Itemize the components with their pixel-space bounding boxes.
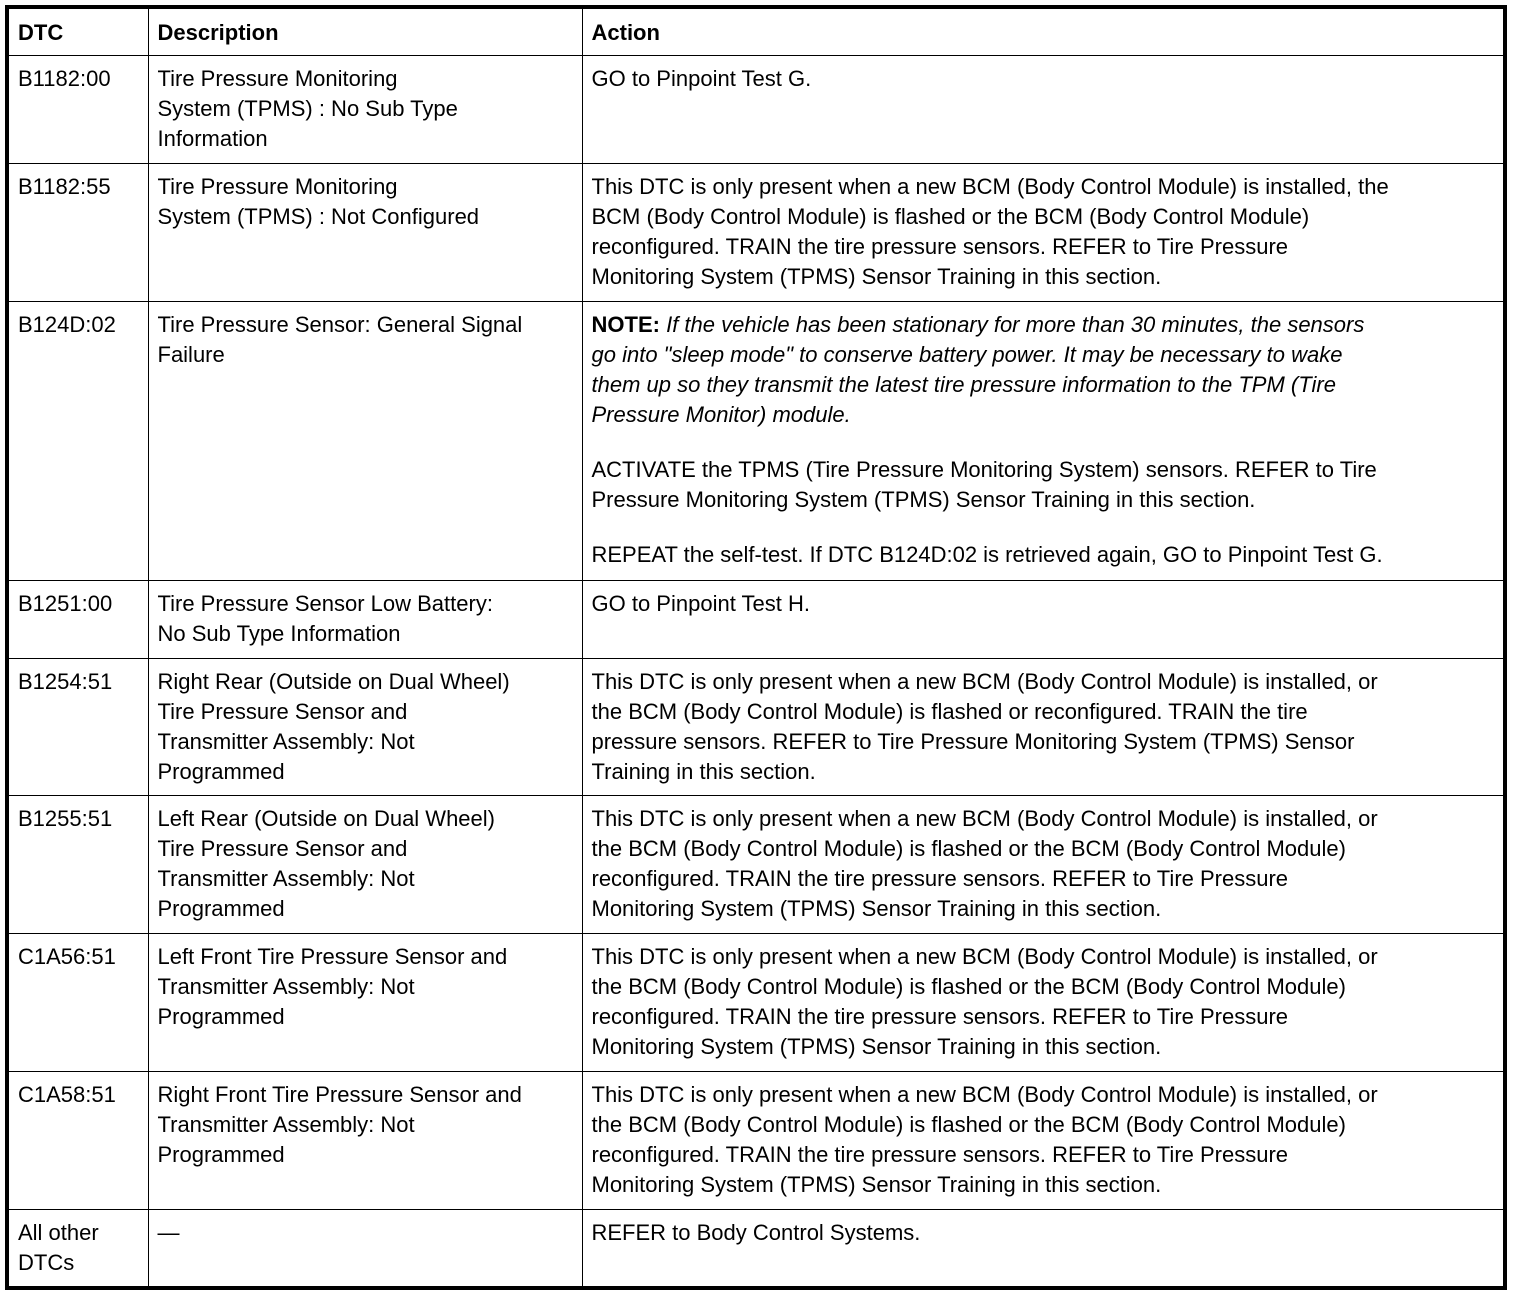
description-cell	[148, 55, 582, 163]
action-paragraph	[592, 455, 1495, 515]
action-text: This DTC is only present when a new BCM (Body Control Module) is installed, or	[591, 943, 1378, 969]
action-text: This DTC is only present when a new BCM (Body Control Module) is installed, or	[591, 668, 1378, 694]
action-text: This DTC is only present when a new BCM (Body Control Module) is installed, or	[591, 805, 1378, 831]
action-paragraph	[592, 589, 1495, 619]
dtc-cell	[7, 1071, 148, 1209]
text-line: Transmitter Assembly: Not	[157, 728, 415, 754]
text-line	[592, 1140, 1495, 1170]
text-line: B124D:02	[18, 311, 116, 337]
table-row	[7, 933, 1505, 1071]
header-description: Description	[148, 7, 582, 55]
text-line	[592, 1032, 1495, 1062]
action-paragraph	[592, 540, 1495, 570]
description-cell	[148, 933, 582, 1071]
text-line: B1254:51	[18, 668, 113, 694]
text-line: DTCs	[18, 1249, 75, 1275]
dtc-cell	[7, 163, 148, 301]
description-cell	[148, 795, 582, 933]
text-line	[592, 804, 1495, 834]
header-row	[7, 7, 1505, 55]
text-line: Right Front Tire Pressure Sensor and	[157, 1081, 522, 1107]
text-line: Programmed	[157, 1003, 285, 1029]
action-text: Pressure Monitoring System (TPMS) Sensor Training in this section.	[591, 486, 1256, 512]
action-text: reconfigured. TRAIN the tire pressure sensors. REFER to Tire Pressure	[591, 233, 1289, 259]
text-line: Transmitter Assembly: Not	[157, 1111, 415, 1137]
action-text: Monitoring System (TPMS) Sensor Training in this section.	[591, 895, 1162, 921]
table-row	[7, 1209, 1505, 1288]
header-action: Action	[582, 7, 1505, 55]
text-line	[592, 864, 1495, 894]
action-text: reconfigured. TRAIN the tire pressure sensors. REFER to Tire Pressure	[591, 1003, 1289, 1029]
text-line: Tire Pressure Sensor and	[157, 835, 408, 861]
note-paragraph	[592, 310, 1495, 430]
action-text: REPEAT the self-test. If DTC B124D:02 is retrieved again, GO to Pinpoint Test G.	[591, 541, 1383, 567]
text-line	[592, 972, 1495, 1002]
text-line: B1255:51	[18, 805, 113, 831]
header-dtc: DTC	[7, 7, 148, 55]
action-paragraph	[592, 172, 1495, 292]
text-line	[592, 1218, 1495, 1248]
text-line: No Sub Type Information	[157, 620, 401, 646]
dtc-cell	[7, 795, 148, 933]
action-text: GO to Pinpoint Test H.	[591, 590, 810, 616]
action-text: If the vehicle has been stationary for more than 30 minutes, the sensors	[666, 311, 1365, 337]
action-cell	[582, 55, 1505, 163]
text-line	[592, 400, 1495, 430]
action-text: Monitoring System (TPMS) Sensor Training in this section.	[591, 263, 1162, 289]
action-cell	[582, 795, 1505, 933]
text-line	[592, 727, 1495, 757]
note-label: NOTE:	[591, 311, 660, 337]
text-line: C1A58:51	[18, 1081, 116, 1107]
text-line: Tire Pressure Sensor and	[157, 698, 408, 724]
text-line	[592, 64, 1495, 94]
dtc-cell	[7, 580, 148, 658]
table-row	[7, 1071, 1505, 1209]
text-line	[592, 757, 1495, 787]
text-line: B1182:55	[18, 173, 111, 199]
text-line: Programmed	[157, 1141, 285, 1167]
text-line: All other	[18, 1219, 99, 1245]
text-line	[592, 667, 1495, 697]
text-line	[592, 1002, 1495, 1032]
text-line	[592, 589, 1495, 619]
text-line	[592, 894, 1495, 924]
text-line: Transmitter Assembly: Not	[157, 865, 415, 891]
dtc-table	[5, 5, 1507, 1290]
table-row	[7, 55, 1505, 163]
action-cell	[582, 1071, 1505, 1209]
text-line	[592, 697, 1495, 727]
text-line	[592, 455, 1495, 485]
dtc-cell	[7, 933, 148, 1071]
action-text: the BCM (Body Control Module) is flashed or reconfigured. TRAIN the tire	[591, 698, 1308, 724]
text-line: Programmed	[157, 895, 285, 921]
text-line	[592, 370, 1495, 400]
text-line	[592, 310, 1495, 340]
text-line: Failure	[157, 341, 225, 367]
text-line: —	[157, 1219, 180, 1245]
text-line: Left Front Tire Pressure Sensor and	[157, 943, 508, 969]
action-text: Monitoring System (TPMS) Sensor Training in this section.	[591, 1171, 1162, 1197]
action-text: the BCM (Body Control Module) is flashed or the BCM (Body Control Module)	[591, 1111, 1346, 1137]
action-text: This DTC is only present when a new BCM (Body Control Module) is installed, the	[591, 173, 1389, 199]
text-line	[592, 540, 1495, 570]
text-line	[592, 1110, 1495, 1140]
action-text: reconfigured. TRAIN the tire pressure sensors. REFER to Tire Pressure	[591, 865, 1289, 891]
text-line	[592, 485, 1495, 515]
action-cell	[582, 580, 1505, 658]
table-row	[7, 795, 1505, 933]
action-text: BCM (Body Control Module) is flashed or the BCM (Body Control Module)	[591, 203, 1310, 229]
text-line	[592, 1080, 1495, 1110]
action-paragraph	[592, 1080, 1495, 1200]
text-line: Tire Pressure Monitoring	[157, 173, 398, 199]
dtc-cell	[7, 301, 148, 580]
action-text: GO to Pinpoint Test G.	[591, 65, 812, 91]
action-paragraph	[592, 804, 1495, 924]
text-line: System (TPMS) : Not Configured	[157, 203, 480, 229]
text-line	[592, 340, 1495, 370]
table-row	[7, 580, 1505, 658]
description-cell	[148, 163, 582, 301]
text-line: Right Rear (Outside on Dual Wheel)	[157, 668, 510, 694]
action-text: the BCM (Body Control Module) is flashed or the BCM (Body Control Module)	[591, 835, 1346, 861]
text-line	[592, 232, 1495, 262]
action-text: Monitoring System (TPMS) Sensor Training in this section.	[591, 1033, 1162, 1059]
text-line: Tire Pressure Sensor: General Signal	[157, 311, 523, 337]
action-text: the BCM (Body Control Module) is flashed or the BCM (Body Control Module)	[591, 973, 1346, 999]
action-text: ACTIVATE the TPMS (Tire Pressure Monitoring System) sensors. REFER to Tire	[591, 456, 1377, 482]
action-paragraph	[592, 667, 1495, 787]
action-text: go into "sleep mode" to conserve battery power. It may be necessary to wake	[591, 341, 1343, 367]
description-cell	[148, 301, 582, 580]
action-text: This DTC is only present when a new BCM (Body Control Module) is installed, or	[591, 1081, 1378, 1107]
action-text: REFER to Body Control Systems.	[591, 1219, 921, 1245]
description-cell	[148, 580, 582, 658]
action-text: pressure sensors. REFER to Tire Pressure Monitoring System (TPMS) Sensor	[591, 728, 1355, 754]
action-text: reconfigured. TRAIN the tire pressure sensors. REFER to Tire Pressure	[591, 1141, 1289, 1167]
text-line: Transmitter Assembly: Not	[157, 973, 415, 999]
action-paragraph	[592, 64, 1495, 94]
text-line: C1A56:51	[18, 943, 116, 969]
text-line	[592, 202, 1495, 232]
text-line	[592, 834, 1495, 864]
action-cell	[582, 933, 1505, 1071]
text-line: System (TPMS) : No Sub Type	[157, 95, 458, 121]
action-cell	[582, 658, 1505, 795]
description-cell	[148, 1209, 582, 1288]
dtc-cell	[7, 1209, 148, 1288]
text-line	[592, 942, 1495, 972]
table-row	[7, 658, 1505, 795]
text-line: Programmed	[157, 758, 285, 784]
action-text: Training in this section.	[591, 758, 816, 784]
action-cell	[582, 1209, 1505, 1288]
action-text: Pressure Monitor) module.	[591, 401, 851, 427]
table-row	[7, 163, 1505, 301]
dtc-cell	[7, 55, 148, 163]
description-cell	[148, 1071, 582, 1209]
text-line	[592, 262, 1495, 292]
text-line: B1251:00	[18, 590, 113, 616]
text-line: Tire Pressure Monitoring	[157, 65, 398, 91]
text-line: Tire Pressure Sensor Low Battery:	[157, 590, 493, 616]
table-row	[7, 301, 1505, 580]
text-line: Left Rear (Outside on Dual Wheel)	[157, 805, 495, 831]
action-cell	[582, 301, 1505, 580]
action-paragraph	[592, 942, 1495, 1062]
text-line	[592, 1170, 1495, 1200]
text-line: B1182:00	[18, 65, 111, 91]
text-line	[592, 172, 1495, 202]
action-paragraph	[592, 1218, 1495, 1248]
dtc-cell	[7, 658, 148, 795]
action-cell	[582, 163, 1505, 301]
text-line: Information	[157, 125, 268, 151]
action-text: them up so they transmit the latest tire pressure information to the TPM (Tire	[591, 371, 1336, 397]
description-cell	[148, 658, 582, 795]
